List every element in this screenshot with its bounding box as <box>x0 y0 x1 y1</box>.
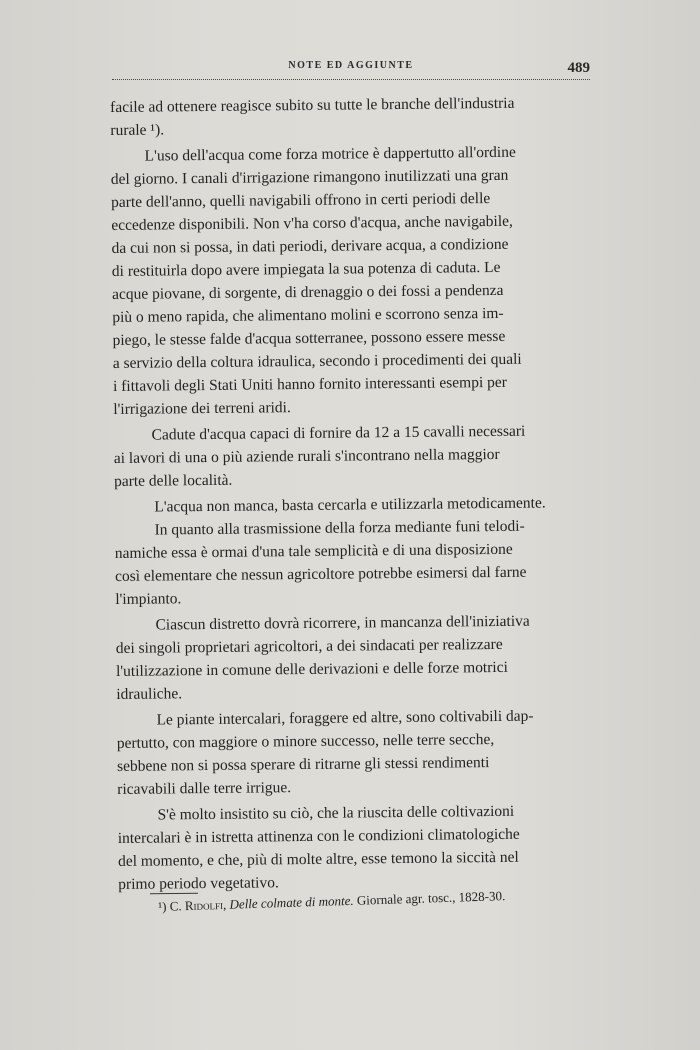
text-line: i fittavoli degli Stati Uniti hanno fornito interessanti esempi per <box>112 373 508 395</box>
text-line: namiche essa è ormai d'una tale semplicità e di una disposizione <box>114 540 513 562</box>
text-line: intercalari è in istretta attinenza con le condizioni climatologiche <box>117 825 520 847</box>
text-line: più o meno rapida, che alimentano molini e scorrono senza im- <box>112 304 504 326</box>
text-line: In quanto alla trasmissione della forza mediante funi telodi- <box>154 517 525 539</box>
footnote-marker: ¹) <box>158 898 167 914</box>
text-line: così elementare che nessun agricoltore potrebbe esimersi dal farne <box>114 563 527 585</box>
text-line: a servizio della coltura idraulica, secondo i procedimenti dei quali <box>112 350 522 372</box>
text-line: parte dell'anno, quelli navigabili offrono in certi periodi delle <box>111 190 491 211</box>
text-line: piego, le stesse falde d'acqua sotterranee, possono essere messe <box>112 327 506 349</box>
page-number: 489 <box>567 60 590 76</box>
text-line: Cadute d'acqua capaci di fornire da 12 a 15 cavalli necessari <box>151 422 526 444</box>
text-line: ai lavori di una o più aziende rurali s'incontrano nella maggior <box>113 445 500 467</box>
text-line: acque piovane, di sorgente, di drenaggio o dei fossi a pendenza <box>111 281 504 303</box>
body-text <box>110 91 608 896</box>
text-line: dei singoli proprietari agricoltori, a dei sindacati per realizzare <box>115 635 503 657</box>
footnote-author: C. Ridolfi, <box>169 896 227 914</box>
text-line: eccedenze disponibili. Non v'ha corso d'acqua, anche navigabile, <box>111 212 513 234</box>
text-line: rurale ¹). <box>110 121 165 139</box>
text-line: l'impianto. <box>115 590 182 608</box>
footnote-source: Giornale agr. tosc., 1828-30. <box>356 888 506 908</box>
text-line: idrauliche. <box>116 685 183 703</box>
text-line: da cui non si possa, in dati periodi, derivare acqua, a condizione <box>111 235 509 257</box>
text-line: l'irrigazione dei terreni aridi. <box>113 399 291 418</box>
text-line: di restituirla dopo avere impiegata la sua potenza di caduta. Le <box>111 258 501 280</box>
header-dotted-rule <box>112 79 590 80</box>
text-line: L'acqua non manca, basta cercarla e utilizzarla metodicamente. <box>154 494 546 516</box>
footnote-title: Delle colmate di monte. <box>229 892 354 912</box>
text-line: del momento, e che, più di molte altre, esse temono la siccità nel <box>117 848 519 870</box>
text-line: ricavabili dalle terre irrigue. <box>117 779 292 798</box>
text-line: del giorno. I canali d'irrigazione rimangono inutilizzati una gran <box>110 166 509 188</box>
text-line: Le piante intercalari, foraggere ed altre, sono coltivabili dap- <box>156 707 534 729</box>
text-line: sebbene non si possa sperare di ritrarne gli stessi rendimenti <box>116 754 490 775</box>
text-line: S'è molto insistito su ciò, che la riuscita delle coltivazioni <box>157 802 515 824</box>
page-header <box>112 58 590 86</box>
text-line: pertutto, con maggiore o minore successo, nelle terre secche, <box>116 731 495 752</box>
text-line: Ciascun distretto dovrà ricorrere, in mancanza dell'iniziativa <box>155 612 530 634</box>
running-title: NOTE ED AGGIUNTE <box>288 60 414 71</box>
text-line: l'utilizzazione in comune delle derivazioni e delle forze motrici <box>115 658 508 680</box>
text-line: parte delle località. <box>113 471 233 490</box>
text-line: facile ad ottenere reagisce subito su tutte le branche dell'industria <box>110 94 515 116</box>
text-line: primo periodo vegetativo. <box>118 874 279 893</box>
text-line: L'uso dell'acqua come forza motrice è dappertutto all'ordine <box>144 143 516 165</box>
